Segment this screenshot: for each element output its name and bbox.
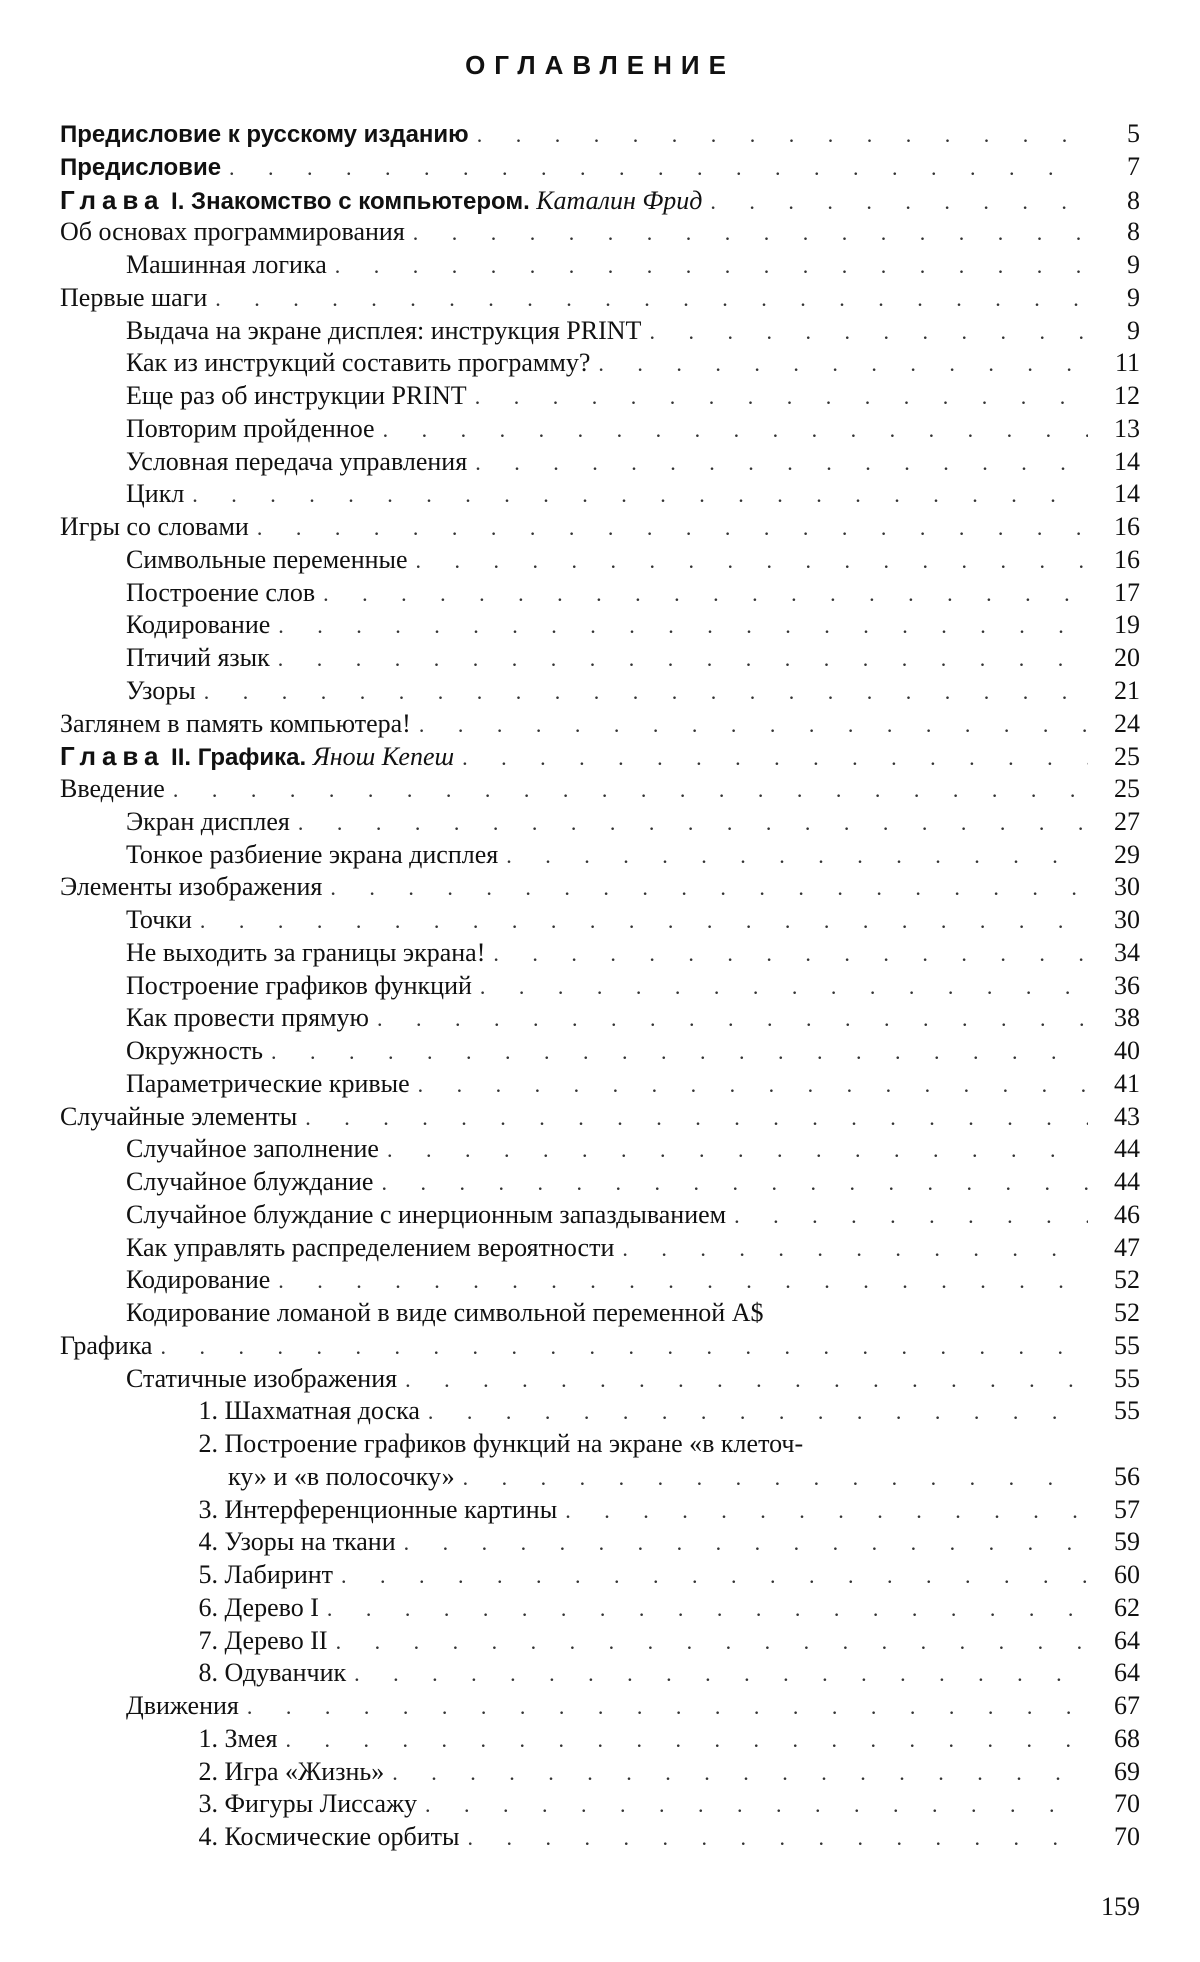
toc-entry-text: Предисловие к русскому изданию <box>60 121 469 148</box>
toc-page-number: 47 <box>1114 1232 1140 1262</box>
toc-entry-text: Кодирование ломаной в виде символьной переменной A$ <box>126 1298 764 1327</box>
toc-entry-title <box>60 740 454 775</box>
toc-page-number: 69 <box>1114 1756 1140 1786</box>
toc-entry-text: Графика <box>60 1330 153 1360</box>
toc-entry-text: Цикл <box>126 479 185 509</box>
toc-entry <box>60 1592 1140 1625</box>
toc-entry-title <box>126 675 196 708</box>
toc-page-number: 24 <box>1114 708 1140 738</box>
toc-page-number: 64 <box>1114 1658 1140 1688</box>
toc-entry-title <box>126 1166 373 1199</box>
toc-entry-text: Об основах программирования <box>60 217 405 247</box>
toc-entry <box>60 675 1140 708</box>
toc-entry-title <box>126 1002 369 1035</box>
toc-entry-title <box>126 1690 239 1723</box>
toc-entry-title <box>126 937 485 970</box>
toc-page-number: 43 <box>1114 1101 1140 1131</box>
toc-entry-title <box>126 544 408 577</box>
toc-entry-title <box>126 413 375 446</box>
chapter-prefix: Глава <box>60 741 165 772</box>
toc-entry-text: Построение слов <box>126 577 316 607</box>
toc-entry-title <box>126 1232 614 1265</box>
toc-entry-text: Предисловие <box>60 153 222 181</box>
toc-entry-title <box>60 1101 297 1134</box>
toc-entry <box>60 1035 1140 1068</box>
toc-entry-title <box>182 1592 319 1625</box>
dot-leader <box>475 381 1088 413</box>
toc-entry <box>60 904 1140 937</box>
chapter-author: Янош Кепеш <box>312 742 455 772</box>
toc-entry-text: Как провести прямую <box>126 1003 369 1033</box>
toc-entry-title <box>60 773 165 806</box>
toc-page-number: 67 <box>1114 1691 1140 1720</box>
toc-entry-title <box>126 1035 263 1068</box>
dot-leader <box>506 840 1088 872</box>
toc-entry-title <box>60 184 702 219</box>
toc-page-number: 29 <box>1114 839 1140 869</box>
toc-entry <box>60 839 1140 872</box>
dot-leader <box>192 479 1088 511</box>
toc-page-number: 57 <box>1114 1494 1140 1524</box>
toc-page-number: 34 <box>1114 937 1140 967</box>
toc-entry <box>60 1756 1140 1789</box>
toc-entry <box>60 216 1140 249</box>
toc-page-number: 9 <box>1127 250 1140 279</box>
toc-entry <box>60 1559 1140 1592</box>
toc-page-number: 7 <box>1127 151 1140 181</box>
toc-entry <box>60 184 1140 217</box>
toc-page-number: 52 <box>1114 1298 1140 1327</box>
toc-entry-text: Игра «Жизнь» <box>224 1756 385 1786</box>
toc-entry <box>60 773 1140 806</box>
toc-entry <box>60 315 1140 348</box>
dot-leader <box>335 250 1088 282</box>
toc-entry-text: Окружность <box>126 1036 264 1065</box>
toc-entry-title <box>182 1723 277 1756</box>
toc-entry-number: 8. <box>198 1658 218 1688</box>
dot-leader <box>278 1265 1088 1297</box>
dot-leader <box>463 1462 1088 1494</box>
toc-entry <box>60 1690 1140 1723</box>
toc-entry-title <box>126 1068 410 1101</box>
dot-leader <box>405 1364 1088 1396</box>
toc-page-number: 70 <box>1114 1822 1140 1851</box>
toc-entry-text: Введение <box>60 774 165 803</box>
toc-entry-text: Еще раз об инструкции PRINT <box>126 381 467 410</box>
toc-entry-text: Тонкое разбиение экрана дисплея <box>126 839 499 869</box>
toc-page-number: 30 <box>1114 872 1140 902</box>
toc-entry-text: Узоры на ткани <box>224 1527 396 1557</box>
toc-entry-text: Одуванчик <box>224 1658 347 1688</box>
toc-entry-text: Дерево II <box>224 1625 328 1655</box>
dot-leader <box>493 938 1088 970</box>
toc-entry-text: ку» и «в полосочку» <box>228 1461 455 1491</box>
dot-leader <box>477 119 1088 151</box>
toc-entry-text: Статичные изображения <box>126 1363 398 1393</box>
toc-page-number: 16 <box>1114 512 1140 541</box>
toc-entry-title <box>60 708 411 741</box>
toc-page-number: 40 <box>1114 1036 1140 1065</box>
toc-entry <box>60 577 1140 610</box>
dot-leader <box>710 186 1088 218</box>
toc-entry <box>60 1101 1140 1134</box>
dot-leader <box>413 217 1088 249</box>
toc-entry-text: Первые шаги <box>60 282 208 312</box>
toc-entry-title <box>60 871 322 904</box>
toc-entry-number: 2. <box>198 1756 218 1786</box>
toc-entry-text: Случайное блуждание с инерционным запаздыванием <box>126 1199 727 1229</box>
toc-entry-number: 1. <box>198 1723 218 1753</box>
toc-page-number: 59 <box>1114 1527 1140 1557</box>
toc-entry-text: Случайное заполнение <box>126 1134 379 1164</box>
toc-entry-number: 3. <box>198 1789 218 1819</box>
toc-entry-number: 7. <box>198 1625 218 1655</box>
toc-entry-title <box>126 1264 270 1297</box>
toc-entry-title <box>182 1657 346 1690</box>
toc-page-number: 5 <box>1127 119 1140 148</box>
toc-entry <box>60 1068 1140 1101</box>
page-number: 159 <box>1101 1892 1140 1921</box>
toc-page-number: 14 <box>1114 479 1140 509</box>
toc-page-number: 30 <box>1114 905 1140 934</box>
dot-leader <box>204 676 1088 708</box>
toc-entry <box>60 1428 1140 1461</box>
toc-page-number: 13 <box>1114 413 1140 443</box>
toc-entry <box>60 118 1140 151</box>
toc-page-number: 36 <box>1114 970 1140 1000</box>
toc-entry <box>60 478 1140 511</box>
dot-leader <box>467 1822 1088 1854</box>
toc-entry-title <box>60 119 469 152</box>
toc-entry <box>60 413 1140 446</box>
toc-page-number: 55 <box>1114 1396 1140 1426</box>
dot-leader <box>425 1789 1088 1821</box>
toc-entry <box>60 1657 1140 1690</box>
toc-entry-title <box>126 380 467 413</box>
dot-leader <box>418 1069 1088 1101</box>
toc-entry <box>60 937 1140 970</box>
dot-leader <box>215 283 1088 315</box>
dot-leader <box>247 1691 1088 1723</box>
dot-leader <box>649 316 1088 348</box>
toc-entry-number: 4. <box>198 1822 218 1851</box>
dot-leader <box>598 348 1088 380</box>
toc-entry-text: Случайные элементы <box>60 1101 298 1131</box>
dot-leader <box>330 872 1088 904</box>
toc-entry-text: Кодирование <box>126 610 271 640</box>
toc-entry <box>60 1297 1140 1330</box>
toc-page-number: 55 <box>1114 1363 1140 1393</box>
toc-entry <box>60 871 1140 904</box>
toc-page-number: 21 <box>1114 675 1140 705</box>
toc-entry <box>60 708 1140 741</box>
toc-page-number: 52 <box>1114 1265 1140 1295</box>
toc-page-number: 56 <box>1114 1461 1140 1491</box>
toc-entry-title <box>182 1494 557 1527</box>
toc-entry-title <box>182 1559 333 1592</box>
toc-page-number: 20 <box>1114 643 1140 672</box>
toc-entry-title <box>126 1199 726 1232</box>
toc-entry <box>60 1232 1140 1265</box>
toc-entry <box>60 1821 1140 1854</box>
toc-entry <box>60 806 1140 839</box>
toc-page-number: 11 <box>1114 348 1140 378</box>
toc-entry-text: Птичий язык <box>126 643 270 672</box>
toc-entry-title <box>182 1625 328 1658</box>
toc-entry-text: Построение графиков функций <box>126 970 472 1000</box>
toc-entry-text: Машинная логика <box>126 250 327 279</box>
dot-leader <box>160 1331 1088 1363</box>
toc-entry-text: Узоры <box>126 675 196 705</box>
toc-entry-number: 4. <box>198 1527 218 1557</box>
toc-page-number: 46 <box>1114 1199 1140 1229</box>
toc-entry-title <box>126 904 192 937</box>
toc-entry <box>60 1199 1140 1232</box>
dot-leader <box>392 1757 1088 1789</box>
toc-entry <box>60 282 1140 315</box>
dot-leader <box>271 1036 1088 1068</box>
toc-entry-number: 5. <box>198 1560 218 1589</box>
toc-entry-title <box>126 609 270 642</box>
chapter-title: I. Знакомство с компьютером. <box>171 187 530 215</box>
toc-entry-title <box>126 642 270 675</box>
toc-page-number: 64 <box>1114 1625 1140 1655</box>
toc-entry-title <box>60 216 405 249</box>
toc-entry <box>60 380 1140 413</box>
toc-entry-title <box>126 249 327 282</box>
toc-page-number: 25 <box>1114 774 1140 803</box>
toc-entry-number: 6. <box>198 1592 218 1622</box>
toc-entry <box>60 609 1140 642</box>
toc-entry <box>60 1526 1140 1559</box>
toc-entry-text: Фигуры Лиссажу <box>224 1789 418 1819</box>
toc-entry-title <box>126 315 641 348</box>
toc-entry-number: 2. <box>198 1429 218 1458</box>
chapter-prefix: Глава <box>60 184 165 215</box>
toc-entry <box>60 1625 1140 1658</box>
table-of-contents <box>60 118 1140 1854</box>
toc-entry-title <box>182 1395 420 1428</box>
toc-page-number: 44 <box>1114 1167 1140 1196</box>
toc-entry-text: Движения <box>126 1691 239 1720</box>
dot-leader <box>480 971 1088 1003</box>
toc-entry-text: Космические орбиты <box>224 1822 460 1851</box>
toc-page-number: 9 <box>1127 282 1140 312</box>
toc-page-number: 8 <box>1127 217 1140 247</box>
toc-entry <box>60 1166 1140 1199</box>
toc-entry-text: Условная передача управления <box>126 446 468 476</box>
toc-entry <box>60 1395 1140 1428</box>
toc-page-number: 60 <box>1114 1560 1140 1589</box>
toc-entry-title <box>126 577 315 610</box>
toc-entry-text: Случайное блуждание <box>126 1167 374 1196</box>
dot-leader <box>622 1233 1088 1265</box>
toc-page-number: 12 <box>1114 381 1140 410</box>
toc-entry <box>60 1330 1140 1363</box>
toc-entry-title <box>60 1330 152 1363</box>
dot-leader <box>341 1560 1088 1592</box>
toc-page-number: 41 <box>1114 1068 1140 1098</box>
toc-page-number: 27 <box>1114 806 1140 836</box>
dot-leader <box>278 643 1088 675</box>
dot-leader <box>377 1003 1088 1035</box>
toc-entry-title <box>126 1297 763 1330</box>
toc-entry-title <box>126 478 184 511</box>
toc-entry-text: Элементы изображения <box>60 872 323 902</box>
toc-entry <box>60 740 1140 773</box>
toc-entry-title <box>182 1756 384 1789</box>
toc-entry <box>60 1002 1140 1035</box>
toc-page-number: 9 <box>1127 315 1140 345</box>
toc-page-number: 55 <box>1114 1330 1140 1360</box>
toc-entry-text: Не выходить за границы экрана! <box>126 937 486 967</box>
toc-entry-text: Шахматная доска <box>224 1396 420 1426</box>
toc-entry-text: Построение графиков функций на экране «в клеточ- <box>224 1429 804 1458</box>
toc-page-number: 19 <box>1114 610 1140 640</box>
toc-entry <box>60 1363 1140 1396</box>
toc-entry <box>60 544 1140 577</box>
dot-leader <box>381 1167 1088 1199</box>
toc-entry-title <box>126 347 590 380</box>
toc-entry <box>60 1723 1140 1756</box>
toc-page-number: 14 <box>1114 446 1140 476</box>
dot-leader <box>383 414 1088 446</box>
toc-entry-text: Выдача на экране дисплея: инструкция PRINT <box>126 315 642 345</box>
toc-entry-title <box>126 806 290 839</box>
toc-page-number: 25 <box>1114 742 1140 772</box>
toc-entry-title <box>126 839 498 872</box>
dot-leader <box>305 1102 1088 1134</box>
dot-leader <box>428 1396 1088 1428</box>
toc-entry-text: Игры со словами <box>60 512 249 541</box>
toc-entry-title <box>182 1788 417 1821</box>
dot-leader <box>229 152 1088 184</box>
toc-entry-text: Змея <box>224 1723 278 1753</box>
dot-leader <box>419 709 1088 741</box>
dot-leader <box>323 578 1088 610</box>
toc-entry-text: Параметрические кривые <box>126 1068 410 1098</box>
page-title: ОГЛАВЛЕНИЕ <box>465 50 735 80</box>
toc-entry-text: Кодирование <box>126 1265 271 1295</box>
toc-page-number: 17 <box>1114 577 1140 607</box>
dot-leader <box>285 1724 1088 1756</box>
toc-entry <box>60 1461 1140 1494</box>
chapter-title: II. Графика. <box>171 744 307 772</box>
toc-entry-title <box>60 282 207 315</box>
dot-leader <box>298 807 1088 839</box>
toc-entry <box>60 1494 1140 1527</box>
toc-page-number: 38 <box>1114 1003 1140 1033</box>
toc-entry <box>60 511 1140 544</box>
toc-page-number: 68 <box>1114 1723 1140 1753</box>
toc-page-number: 44 <box>1114 1134 1140 1164</box>
toc-entry-title <box>126 1133 379 1166</box>
toc-entry-title <box>228 1461 455 1494</box>
dot-leader <box>734 1200 1088 1232</box>
dot-leader <box>354 1658 1088 1690</box>
toc-entry-title <box>182 1526 396 1559</box>
dot-leader <box>475 447 1088 479</box>
toc-entry <box>60 1788 1140 1821</box>
toc-entry-text: Интерференционные картины <box>224 1494 558 1524</box>
dot-leader <box>404 1527 1088 1559</box>
toc-entry <box>60 1264 1140 1297</box>
dot-leader <box>327 1593 1088 1625</box>
toc-entry-title <box>60 152 221 185</box>
toc-page-number: 8 <box>1127 185 1140 215</box>
toc-entry-number: 1. <box>198 1396 218 1426</box>
dot-leader <box>336 1626 1088 1658</box>
toc-entry-text: Как управлять распределением вероятности <box>126 1232 615 1262</box>
toc-entry <box>60 347 1140 380</box>
toc-entry-text: Повторим пройденное <box>126 413 375 443</box>
toc-entry <box>60 1133 1140 1166</box>
toc-page-number: 16 <box>1114 544 1140 574</box>
toc-entry-text: Заглянем в память компьютера! <box>60 708 411 738</box>
toc-page-number: 70 <box>1114 1789 1140 1819</box>
toc-entry-text: Экран дисплея <box>126 806 290 836</box>
dot-leader <box>257 512 1088 544</box>
dot-leader <box>278 610 1088 642</box>
toc-entry-title <box>182 1821 459 1854</box>
toc-entry-title <box>126 446 467 479</box>
toc-entry <box>60 446 1140 479</box>
dot-leader <box>462 742 1088 774</box>
toc-entry-number: 3. <box>198 1494 218 1524</box>
toc-entry-text: Символьные переменные <box>126 544 408 574</box>
toc-entry <box>60 970 1140 1003</box>
toc-entry-text: Точки <box>126 905 192 934</box>
chapter-author: Каталин Фрид <box>536 185 703 215</box>
toc-entry <box>60 642 1140 675</box>
toc-entry-title <box>126 970 472 1003</box>
toc-entry-title <box>126 1363 397 1396</box>
toc-entry-title <box>60 511 249 544</box>
toc-entry-text: Дерево I <box>224 1592 319 1622</box>
toc-entry <box>60 249 1140 282</box>
toc-page-number: 62 <box>1114 1592 1140 1622</box>
dot-leader <box>387 1134 1088 1166</box>
dot-leader <box>200 905 1088 937</box>
toc-entry-text: Лабиринт <box>224 1560 334 1589</box>
dot-leader <box>173 774 1088 806</box>
dot-leader <box>416 545 1088 577</box>
toc-entry-text: Как из инструкций составить программу? <box>126 348 591 378</box>
dot-leader <box>565 1495 1088 1527</box>
toc-entry-title <box>182 1428 803 1461</box>
toc-entry <box>60 151 1140 184</box>
